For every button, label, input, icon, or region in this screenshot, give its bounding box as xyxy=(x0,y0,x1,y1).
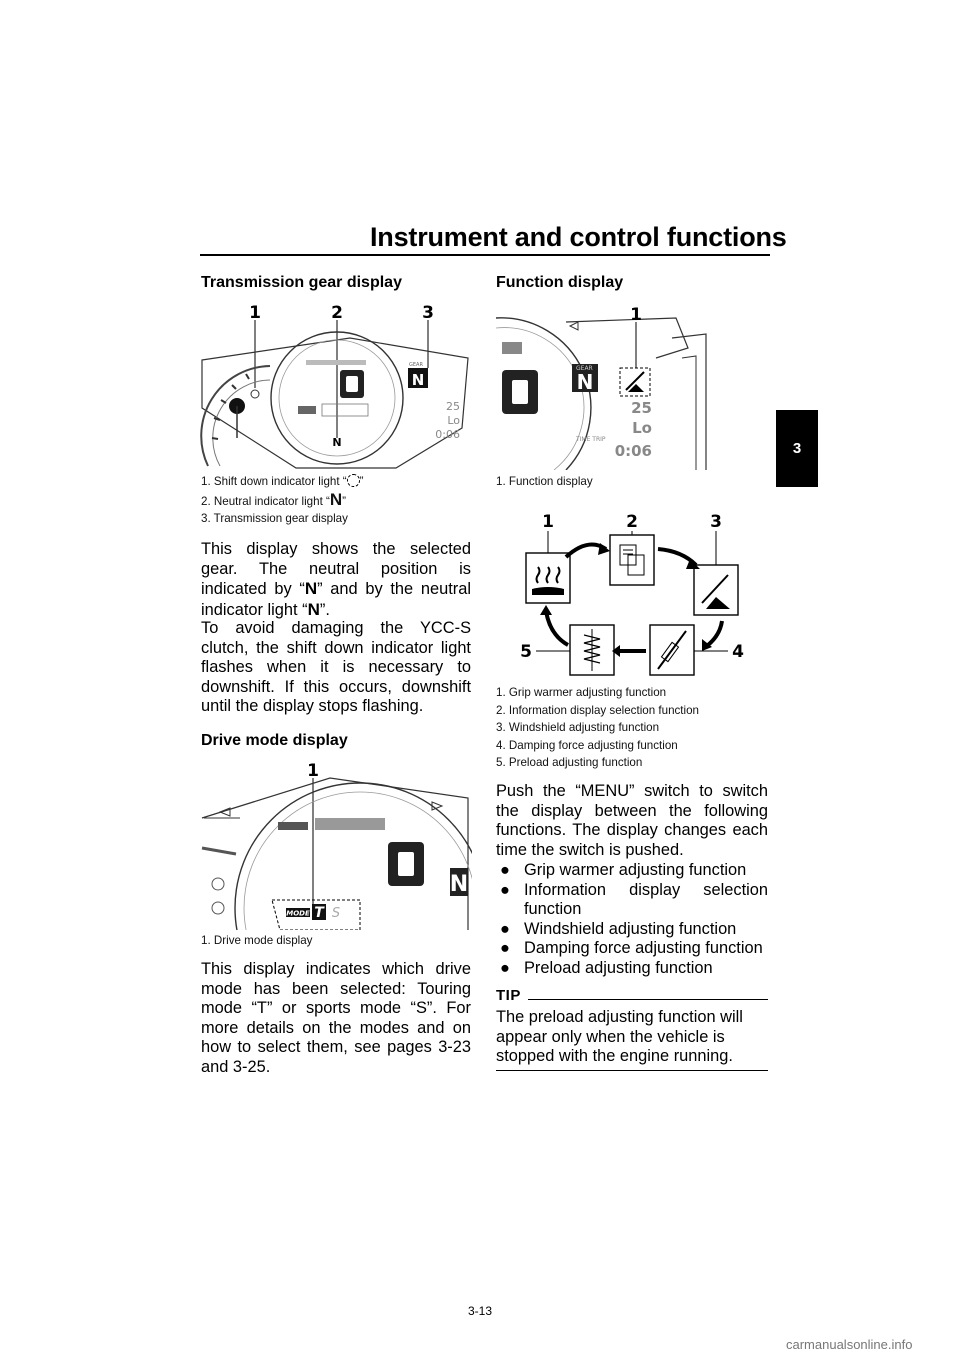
footer-url: carmanualsonline.info xyxy=(786,1337,913,1352)
drive-mode-caption: 1. Drive mode display xyxy=(201,934,313,947)
cycle-captions xyxy=(496,684,699,772)
callout-1: 1 xyxy=(249,303,261,323)
list-item: ● Preload adjusting function xyxy=(500,958,713,977)
fig-time-label: TIME TRIP xyxy=(576,436,606,443)
callout-1: 1 xyxy=(542,512,554,532)
fig-mode-label: MODE xyxy=(286,909,310,918)
bullet-icon: ● xyxy=(500,880,510,899)
gear-paragraph-1: This display shows the selected gear. The neutral position is indicated by “N” and by the neutral indicator light “N”. xyxy=(201,540,471,619)
grip-warmer-icon xyxy=(526,553,570,603)
list-item: ● Grip warmer adjusting function xyxy=(500,861,747,879)
fig-gear-value: N xyxy=(576,370,594,394)
fig-time-value: 0:06 xyxy=(435,428,460,441)
list-item: ● Information display selection function xyxy=(500,880,768,919)
shift-down-icon xyxy=(347,474,360,487)
callout-4: 4 xyxy=(732,642,744,662)
gear-display-heading: Transmission gear display xyxy=(201,274,402,291)
caption-line: 4. Damping force adjusting function xyxy=(496,738,678,752)
drive-mode-heading: Drive mode display xyxy=(201,732,348,749)
list-item: ● Windshield adjusting function xyxy=(500,919,737,938)
bullet-icon: ● xyxy=(500,861,510,879)
fig-mode-t: T xyxy=(314,905,324,921)
svg-text:N: N xyxy=(449,872,469,897)
gear-figure-captions xyxy=(201,473,471,528)
tip-label: TIP xyxy=(496,987,521,1004)
drive-mode-figure xyxy=(200,758,472,930)
caption-line: 1. Grip warmer adjusting function xyxy=(496,686,667,699)
caption-line: 1. Shift down indicator light “ ” xyxy=(201,475,364,488)
fig-temp-value: 25 xyxy=(446,400,460,413)
function-list xyxy=(496,861,768,979)
svg-text:N: N xyxy=(332,436,342,449)
page-header-title: Instrument and control functions xyxy=(370,222,787,252)
gear-paragraph-2: To avoid damaging the YCC-S clutch, the shift down indicator light flashes when it is necessary to downshift. If this occurs, downshift until the display stops flashing. xyxy=(201,619,471,716)
fig-lo-value: Lo xyxy=(632,419,652,437)
caption-line: 2. Neutral indicator light “N” xyxy=(201,489,347,509)
fig-gear-label: GEAR xyxy=(409,362,423,368)
chapter-tab: 3 xyxy=(776,410,818,487)
callout-2: 2 xyxy=(331,303,343,323)
caption-line: 5. Preload adjusting function xyxy=(496,756,643,770)
function-display-heading: Function display xyxy=(496,274,624,291)
fig-gear-value: N xyxy=(411,371,425,389)
fig-gear-label: GEAR xyxy=(576,365,593,372)
fig-time-value: 0:06 xyxy=(614,442,652,460)
callout-1: 1 xyxy=(630,305,642,325)
tip-bottom-rule xyxy=(496,1070,768,1071)
tip-top-rule xyxy=(528,999,768,1000)
function-display-figure xyxy=(496,298,768,470)
gear-display-figure xyxy=(200,298,472,470)
callout-5: 5 xyxy=(520,642,532,662)
fig-mode-s: S xyxy=(331,906,341,921)
menu-paragraph: Push the “MENU” switch to switch the display between the following functions. The display changes each time the switch is pushed. xyxy=(496,782,768,859)
caption-line: 3. Transmission gear display xyxy=(201,512,348,526)
callout-2: 2 xyxy=(626,512,638,532)
caption-line: 3. Windshield adjusting function xyxy=(496,721,660,735)
callout-3: 3 xyxy=(710,512,722,532)
callout-3: 3 xyxy=(422,303,434,323)
header-rule xyxy=(200,254,770,256)
information-display-icon xyxy=(610,535,654,585)
fig-lo-value: Lo xyxy=(447,414,460,427)
fig-temp-value: 25 xyxy=(631,399,652,417)
bullet-icon: ● xyxy=(500,939,510,958)
function-cycle-diagram xyxy=(496,505,768,677)
callout-1: 1 xyxy=(307,761,319,781)
page-number: 3-13 xyxy=(468,1304,493,1318)
caption-line: 2. Information display selection function xyxy=(496,703,700,717)
drive-mode-paragraph: This display indicates which drive mode has been selected: Touring mode “T” or sports mode “S”. For more details on the modes and on how to select them, see pages 3-23 and 3-25. xyxy=(201,960,471,1076)
tip-text: The preload adjusting function will appear only when the vehicle is stopped with the engine running. xyxy=(496,1008,743,1066)
function-display-caption: 1. Function display xyxy=(496,475,593,488)
bullet-icon: ● xyxy=(500,958,510,977)
list-item: ● Damping force adjusting function xyxy=(500,939,763,958)
bullet-icon: ● xyxy=(500,919,510,938)
